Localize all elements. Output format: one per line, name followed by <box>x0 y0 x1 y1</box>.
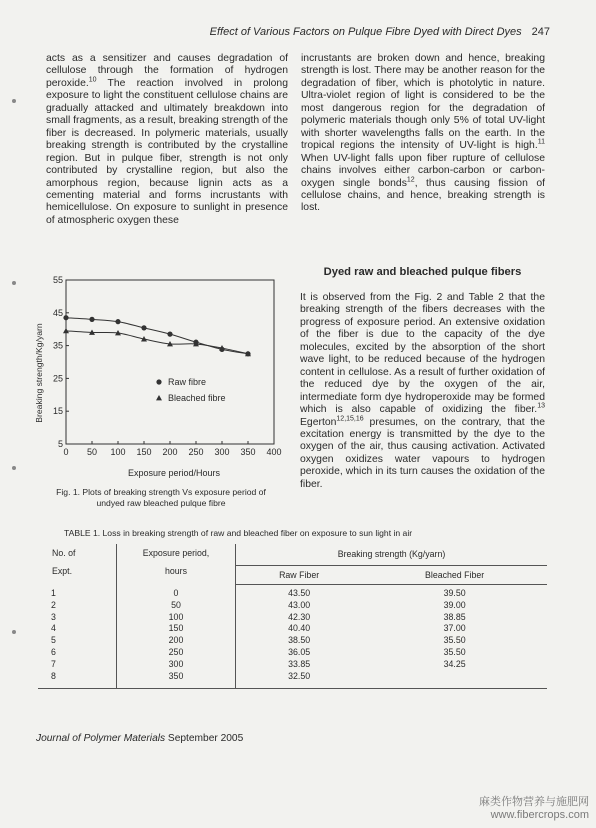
section-heading: Dyed raw and bleached pulque fibers <box>323 266 522 278</box>
chart-legend <box>156 377 226 403</box>
watermark-line: www.fibercrops.com <box>490 809 589 821</box>
cell-expt-no: 8 <box>38 671 117 689</box>
cell-raw: 32.50 <box>236 671 363 689</box>
citation-ref: 11 <box>537 138 545 146</box>
x-tick-label: 150 <box>136 447 152 457</box>
legend-label: Bleached fibre <box>168 393 226 403</box>
cell-expt-no: 2 <box>38 600 117 612</box>
caption-line: undyed raw bleached pulque fibre <box>96 498 226 508</box>
cell-bleached: 39.00 <box>443 599 466 610</box>
header-line: Exposure period, <box>142 548 210 558</box>
table-title: TABLE 1. Loss in breaking strength of raw and bleached fiber on exposure to sun light in air <box>64 528 413 538</box>
y-tick-label: 5 <box>57 439 63 449</box>
chart-series <box>63 315 251 356</box>
cell-exposure: 300 <box>117 659 236 671</box>
table-row <box>38 671 547 689</box>
table-body <box>38 585 547 689</box>
cell-exposure: 0 <box>117 585 236 600</box>
header-line: No. of <box>52 548 76 558</box>
left-column-text <box>46 53 288 227</box>
binding-hole-mark <box>12 630 16 634</box>
x-tick-label: 100 <box>110 447 126 457</box>
x-tick-label: 400 <box>266 447 282 457</box>
y-tick-label: 15 <box>52 406 63 417</box>
paragraph <box>300 292 545 491</box>
binding-hole-mark <box>12 99 16 103</box>
cell-exposure: 150 <box>117 623 236 635</box>
y-tick-label: 45 <box>52 307 63 318</box>
legend-marker-raw <box>156 379 161 384</box>
cell-raw: 33.85 <box>288 658 311 669</box>
col-header-bleached: Bleached Fiber <box>362 566 547 585</box>
text-run: presumes, on the contrary, that the excitation energy is transmitted by the dye to the oxygen of the air, thus causing activation. Activated oxygen oxidizes water vapours to hydrogen peroxide, which in its turn causes the oxidation of the fiber. <box>300 416 545 490</box>
y-axis-label: Breaking strength/Kg/yarn <box>34 323 44 423</box>
text-run: Egerton <box>300 416 337 428</box>
x-tick-label: 350 <box>240 447 256 457</box>
cell-bleached: 38.85 <box>443 611 466 622</box>
page-number: 247 <box>531 26 550 38</box>
text-run: It is observed from the Fig. 2 and Table 2 that the breaking strength of the fibers decreases with the progress of exposure period. An extensive oxidation of the fiber is due to the capacity of the dye molecules, excited by the absorption of the short wave light, to be reduced because of the hydrogen content in cellulose. As a result of further oxidation of the reduced dye by the oxygen of the air, intermediate form dye hydroperoxide may be formed which is also capable of oxidizing the fiber. <box>300 292 545 416</box>
legend-marker-bleached <box>156 395 162 400</box>
table-row <box>38 635 547 647</box>
citation-ref: 10 <box>88 76 97 84</box>
cell-bleached: 37.00 <box>443 623 466 634</box>
cell-raw: 40.40 <box>288 623 311 634</box>
cell-expt-no: 3 <box>38 612 117 624</box>
table-row <box>38 659 547 671</box>
cell-bleached: 35.50 <box>443 635 466 646</box>
running-header <box>200 26 550 38</box>
cell-bleached <box>362 671 547 689</box>
figure-1 <box>28 272 290 484</box>
data-point-raw <box>89 317 94 322</box>
journal-date: September 2005 <box>165 733 244 744</box>
cell-raw: 43.00 <box>288 599 311 610</box>
cell-expt-no: 5 <box>38 635 117 647</box>
cell-raw: 43.50 <box>288 588 311 598</box>
table-row <box>38 623 547 635</box>
citation-ref: 12,15,16 <box>336 415 364 423</box>
header-line: hours <box>164 566 187 576</box>
running-title: Effect of Various Factors on Pulque Fibre Dyed with Direct Dyes <box>209 26 522 38</box>
citation-ref: 13 <box>537 402 545 410</box>
cell-raw: 38.50 <box>288 635 311 646</box>
cell-exposure: 200 <box>117 635 236 647</box>
cell-expt-no: 6 <box>38 647 117 659</box>
binding-hole-mark <box>12 466 16 470</box>
x-tick-label: 0 <box>63 447 69 457</box>
y-tick-label: 25 <box>52 373 63 384</box>
legend-label: Raw fibre <box>168 377 207 387</box>
caption-line: Fig. 1. Plots of breaking strength Vs exposure period of <box>56 487 266 497</box>
cell-bleached: 39.50 <box>443 588 466 598</box>
cell-expt-no: 4 <box>38 623 117 635</box>
chart-ticks <box>53 275 282 457</box>
y-tick-label: 55 <box>52 275 63 285</box>
x-axis-label: Exposure period/Hours <box>127 468 221 478</box>
x-tick-label: 300 <box>214 447 230 457</box>
col-header-expt <box>38 544 117 585</box>
text-run: , thus causing fission of cellulose chains, and hence, breaking strength is lost. <box>301 177 545 214</box>
cell-exposure: 100 <box>117 612 236 624</box>
cell-expt-no: 1 <box>38 585 117 600</box>
col-header-breaking-strength: Breaking strength (Kg/yarn) <box>236 544 548 566</box>
right-column-text <box>301 53 545 215</box>
table-row <box>38 600 547 612</box>
paragraph <box>301 53 545 215</box>
col-header-raw: Raw Fiber <box>236 566 363 585</box>
watermark <box>463 796 589 822</box>
figure-caption <box>30 487 292 509</box>
cell-raw: 42.30 <box>288 611 311 622</box>
data-point-raw <box>115 319 120 324</box>
plot-frame <box>66 280 274 444</box>
cell-bleached: 35.50 <box>443 646 466 657</box>
y-tick-label: 35 <box>52 340 63 351</box>
x-tick-label: 50 <box>86 447 98 457</box>
paragraph <box>46 53 288 227</box>
text-run: The reaction involved in prolong exposure to light the constituent cellulose chains are gradually attacked and ultimately breakdown into small fragments, as a result, breaking strength of the fiber is decreased. In polymeric materials, usually breaking strength is contributed by the crystalline region. But in pulque fiber, strength is not only contributed by crystalline region, but also the amorphous region, because lignin acts as a cementing material and forms incrustants with hemicellulose. On exposure to sunlight in presence of atmospheric oxygen these <box>46 77 288 226</box>
col-header-exposure <box>117 544 236 585</box>
header-line: Expt. <box>52 566 73 576</box>
table-row <box>38 612 547 624</box>
data-table <box>38 544 547 689</box>
x-tick-label: 200 <box>162 447 178 457</box>
data-point-raw <box>167 332 172 337</box>
table-row <box>38 647 547 659</box>
watermark-line: 麻类作物营养与施肥网 <box>479 796 589 808</box>
cell-exposure: 50 <box>117 600 236 612</box>
cell-raw: 36.05 <box>288 646 311 657</box>
page-footer <box>36 733 243 744</box>
x-tick-label: 250 <box>188 447 204 457</box>
chart-axes <box>66 280 274 444</box>
data-point-raw <box>141 325 146 330</box>
citation-ref: 12 <box>406 176 415 184</box>
breaking-strength-chart <box>28 272 290 484</box>
cell-exposure: 250 <box>117 647 236 659</box>
text-run: incrustants are broken down and hence, breaking strength is lost. There may be another reason for the degradation of fiber, which is photolytic in nature. Ultra-violet region of light is considered to be the most dangerous region for the degradation of polymeric materials though only 5% of total UV-light with shorter wavelengths falls on the earth. In the tropical regions the intensity of UV-light is high. <box>301 53 545 152</box>
section-body-text <box>300 292 545 491</box>
text-run: When UV-light falls upon fiber rupture of cellulose chains involves either carbon-carbon or carbon-oxygen single bonds <box>301 152 545 189</box>
data-point-raw <box>63 315 68 320</box>
cell-exposure: 350 <box>117 671 236 689</box>
journal-name: Journal of Polymer Materials <box>36 733 166 744</box>
text-run: acts as a sensitizer and causes degradation of cellulose through the formation of hydrogen peroxide. <box>46 53 288 89</box>
cell-bleached: 34.25 <box>443 658 466 669</box>
binding-hole-mark <box>12 281 16 285</box>
table-row <box>38 585 547 600</box>
cell-expt-no: 7 <box>38 659 117 671</box>
